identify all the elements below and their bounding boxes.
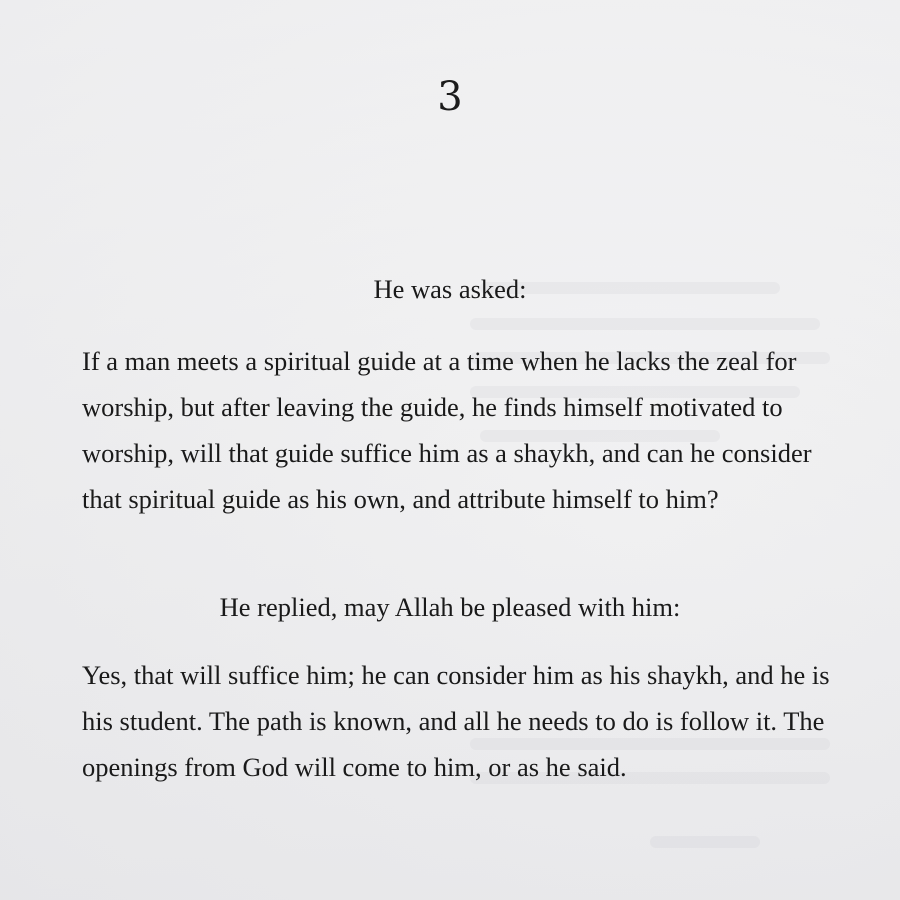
- answer-heading: He replied, may Allah be pleased with him:: [219, 592, 681, 622]
- answer-body: Yes, that will suffice him; he can consider him as his shaykh, and he is his student. The path is known, and all he needs to do is follow it. The openings from God will come to him, or as he said.: [82, 660, 830, 782]
- question-heading: He was asked:: [373, 274, 527, 304]
- question-body: If a man meets a spiritual guide at a time when he lacks the zeal for worship, but after leaving the guide, he finds himself motivated to worship, will that guide suffice him as a shaykh, and can he consider that spiritual guide as his own, and attribute himself to him?: [82, 346, 812, 514]
- chapter-number: 3: [437, 74, 463, 120]
